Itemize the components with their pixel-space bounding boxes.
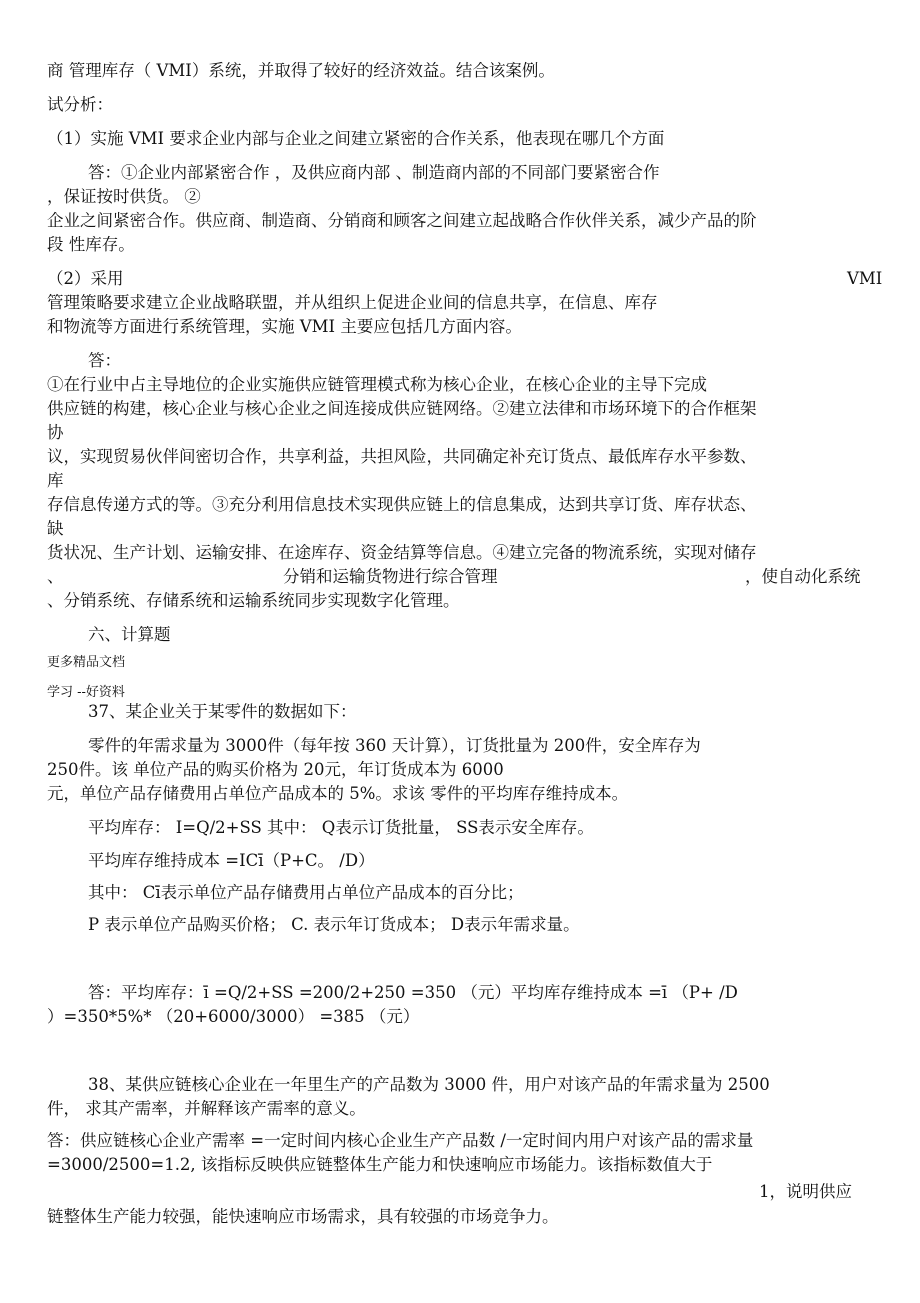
text-line: 缺 [47, 519, 64, 538]
answer-1: 答：①企业内部紧密合作 ，及供应商内部 、制造商内部的不同部门要紧密合作 [88, 163, 660, 182]
formula-line: 平均库存维持成本 =ICī（P+C。 /D） [88, 851, 375, 870]
text-line: =3000/2500=1.2, 该指标反映供应链整体生产能力和快速响应市场能力。该指标数值大于 [47, 1155, 713, 1174]
text-line: ①在行业中占主导地位的企业实施供应链管理模式称为核心企业，在核心企业的主导下完成 [47, 375, 707, 394]
text-line: 250件。该 单位产品的购买价格为 20元，年订货成本为 6000 [47, 760, 504, 779]
text-line: 元，单位产品存储费用占单位产品成本的 5%。求该 零件的平均库存维持成本。 [47, 784, 629, 803]
answer-38: 答：供应链核心企业产需率 =一定时间内核心企业生产产品数 /一定时间内用户对该产品的需求量 [47, 1131, 754, 1150]
text-line: 管理策略要求建立企业战略联盟，并从组织上促进企业间的信息共享，在信息、库存 [47, 293, 658, 312]
text-line: 试分析： [47, 95, 113, 114]
text-line: 、 [47, 567, 64, 586]
text-line: ，使自动化系统 [745, 567, 861, 586]
text-line: P 表示单位产品购买价格； C. 表示年订货成本； D表示年需求量。 [88, 915, 580, 934]
text-line: 企业之间紧密合作。供应商、制造商、分销商和顾客之间建立起战略合作伙伴关系，减少产品的阶 [47, 211, 757, 230]
text-line: ）=350*5%* （20+6000/3000） =385 （元） [47, 1007, 420, 1026]
text-line: 商 管理库存（ VMI）系统，并取得了较好的经济效益。结合该案例。 [47, 61, 555, 80]
answer-2-label: 答： [88, 351, 121, 370]
section-heading: 六、计算题 [88, 625, 171, 644]
watermark-text: 学习 --好资料 [47, 685, 125, 700]
text-line: 供应链的构建，核心企业与核心企业之间连接成供应链网络。②建立法律和市场环境下的合作框架 [47, 399, 757, 418]
text-line: 零件的年需求量为 3000件（每年按 360 天计算），订货批量为 200件，安全库存为 [88, 736, 701, 755]
watermark-text: 更多精品文档 [47, 655, 126, 670]
text-line: 其中： Cī表示单位产品存储费用占单位产品成本的百分比； [88, 883, 524, 902]
text-line: VMI [847, 269, 883, 288]
text-line: 存信息传递方式的等。③充分利用信息技术实现供应链上的信息集成，达到共享订货、库存状态、 [47, 495, 757, 514]
text-line: 、分销系统、存储系统和运输系统同步实现数字化管理。 [47, 591, 460, 610]
text-line: 和物流等方面进行系统管理，实施 VMI 主要应包括几方面内容。 [47, 317, 522, 336]
text-line: ，保证按时供货。 ② [47, 187, 201, 206]
formula-line: 平均库存： I=Q/2+SS 其中： Q表示订货批量， SS表示安全库存。 [88, 818, 594, 837]
question-38: 38、某供应链核心企业在一年里生产的产品数为 3000 件，用户对该产品的年需求量为 2500 [88, 1075, 770, 1094]
question-1: （1）实施 VMI 要求企业内部与企业之间建立紧密的合作关系，他表现在哪几个方面 [47, 129, 665, 148]
question-37: 37、某企业关于某零件的数据如下： [88, 702, 357, 721]
text-line: 分销和运输货物进行综合管理 [283, 567, 498, 586]
text-line: 议，实现贸易伙伴间密切合作，共享利益，共担风险，共同确定补充订货点、最低库存水平参数、 [47, 447, 757, 466]
text-line: 1，说明供应 [759, 1182, 852, 1201]
text-line: 件， 求其产需率，并解释该产需率的意义。 [47, 1099, 366, 1118]
text-line: 链整体生产能力较强，能快速响应市场需求，具有较强的市场竞争力。 [47, 1207, 559, 1226]
question-2: （2）采用 [47, 269, 124, 288]
answer-37: 答：平均库存：ī =Q/2+SS =200/2+250 =350 （元）平均库存维持成本 =ī （P+ /D [88, 983, 738, 1002]
text-line: 货状况、生产计划、运输安排、在途库存、资金结算等信息。④建立完备的物流系统，实现对储存 [47, 543, 757, 562]
text-line: 协 [47, 423, 64, 442]
text-line: 段 性库存。 [47, 235, 135, 254]
text-line: 库 [47, 471, 64, 490]
